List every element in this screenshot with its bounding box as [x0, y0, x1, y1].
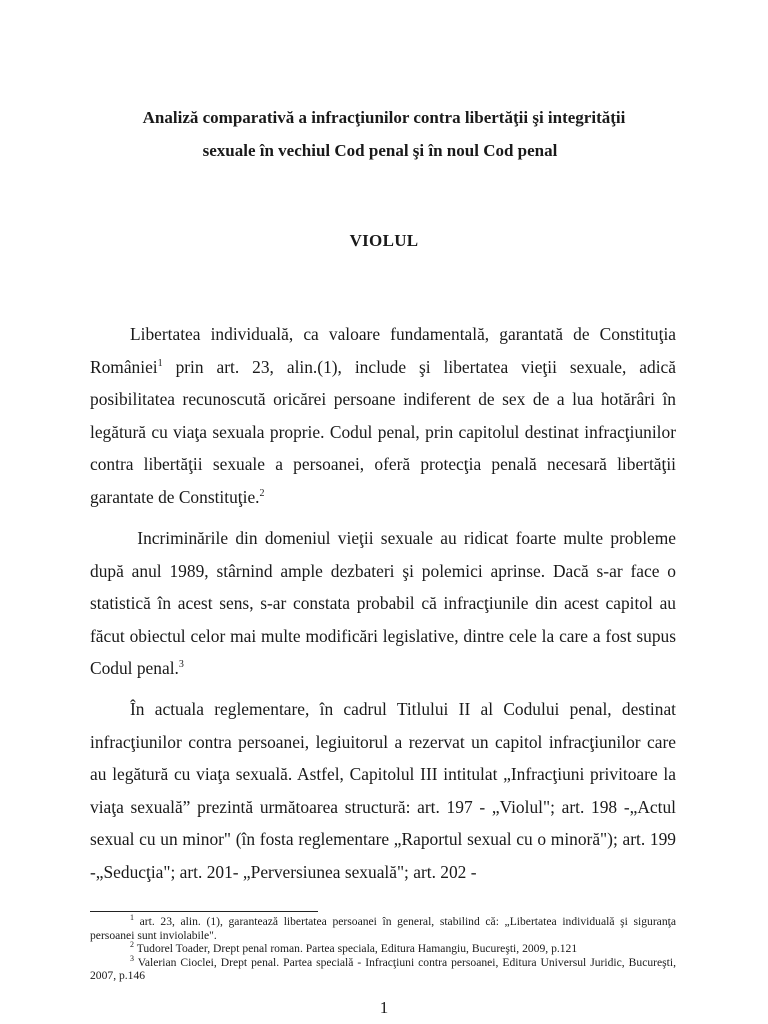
- paragraph-1-part-a: Libertatea individuală, ca valoare fundamentală, garantată de Constituţia României: [90, 324, 676, 377]
- footnote-separator: [90, 911, 318, 912]
- footnote-1-number: 1: [130, 913, 134, 922]
- footnote-3: [90, 953, 676, 983]
- footnote-2-number: 2: [130, 940, 134, 950]
- paragraph-3-text: În actuala reglementare, în cadrul Titlului II al Codului penal, destinat infracţiunilor contra persoanei, legiuitorul a rezervat un capitol infracţiunilor care au legătură cu viaţa sexuală. Astfel, Capitolul III intitulat „Infracţiuni privitoare la viaţa sexuală” prezintă următoarea structură: art. 197 - „Violul"; art. 198 -„Actul sexual cu un minor" (în fosta reglementare „Raportul sexual cu o minoră"); art. 199 -„Seducţia"; art. 201- „Perversiunea sexuală"; art. 202 -: [90, 699, 676, 882]
- document-title-line-1: Analiză comparativă a infracţiunilor contra libertăţii şi integrităţii: [142, 108, 626, 127]
- paragraph-1: [90, 318, 676, 513]
- page-number: 1: [379, 998, 389, 1017]
- footnote-ref-2: 2: [259, 487, 265, 499]
- paragraph-1-part-b: prin art. 23, alin.(1), include şi libertatea vieţii sexuale, adică posibilitatea recunoscută oricărei persoane indiferent de sex de a lua hotărâri în legătură cu viaţa sexuala proprie. Codul penal, prin capitolul destinat infracţiunilor contra libertăţii sexuale a persoanei, oferă protecţia penală necesară libertăţii garantate de Constituţie.: [90, 356, 676, 507]
- footnote-1-text: art. 23, alin. (1), garantează libertatea persoanei în general, stabilind că: „Libertatea individuală şi siguranţa persoanei sunt inviolabile".: [90, 915, 676, 942]
- footnote-ref-1: 1: [157, 357, 163, 369]
- footnote-1: [90, 915, 676, 942]
- footnote-3-number: 3: [130, 953, 134, 963]
- paragraph-2-text: Incriminările din domeniul vieţii sexuale au ridicat foarte multe probleme după anul 1989, stârnind ample dezbateri şi polemici aprinse. Dacă s-ar face o statistică în acest sens, s-ar constata probabil că infracţiunile din acest capitol au făcut obiectul celor mai multe modificări legislative, dintre cele la care a fost supus Codul penal.: [90, 528, 676, 678]
- footnote-3-text: Valerian Cioclei, Drept penal. Partea specială - Infracţiuni contra persoanei, Editura Universul Juridic, Bucureşti, 2007, p.146: [90, 955, 676, 983]
- footnotes: [90, 915, 676, 983]
- document-title-line-2: sexuale în vechiul Cod penal şi în noul Cod penal: [202, 141, 558, 160]
- section-heading: VIOLUL: [349, 231, 419, 250]
- footnote-2: [90, 942, 676, 956]
- paragraph-3: [90, 693, 676, 888]
- footnote-ref-3: 3: [178, 659, 184, 670]
- footnote-2-text: Tudorel Toader, Drept penal roman. Partea speciala, Editura Hamangiu, Bucureşti, 2009, p.121: [134, 942, 578, 956]
- paragraph-2: [90, 522, 676, 685]
